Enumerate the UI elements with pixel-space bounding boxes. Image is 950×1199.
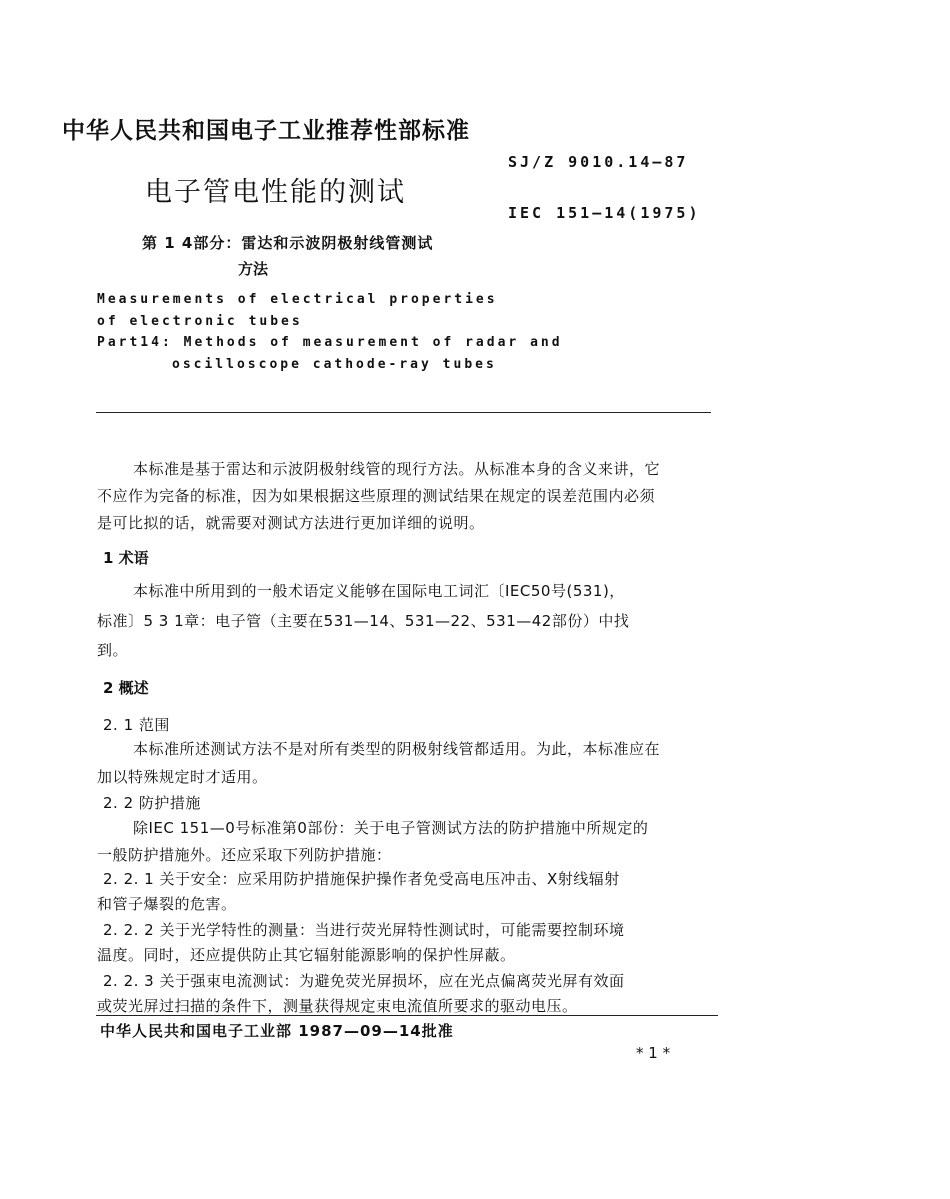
subtitle-line-1: 第 1 4部分：雷达和示波阴极射线管测试 — [142, 234, 434, 252]
header-divider — [96, 412, 711, 413]
item-2-2-1-line-2: 和管子爆裂的危害。 — [97, 895, 237, 913]
intro-line-1: 本标准是基于雷达和示波阴极射线管的现行方法。从标准本身的含义来讲，它 — [133, 460, 661, 478]
english-title-line-4: oscilloscope cathode-ray tubes — [172, 357, 497, 372]
intro-line-2: 不应作为完备的标准，因为如果根据这些原理的测试结果在规定的误差范围内必须 — [97, 487, 656, 505]
section-2-2-line-2: 一般防护措施外。还应采取下列防护措施： — [97, 846, 392, 864]
section-2-1-heading: 2. 1 范围 — [103, 716, 170, 734]
approval-line: 中华人民共和国电子工业部 1987—09—14批准 — [100, 1022, 454, 1040]
english-title-line-1: Measurements of electrical properties — [97, 292, 498, 307]
item-2-2-2-line-2: 温度。同时，还应提供防止其它辐射能源影响的保护性屏蔽。 — [97, 946, 516, 964]
item-2-2-3-line-1: 2. 2. 3 关于强束电流测试：为避免荧光屏损坏，应在光点偏离荧光屏有效面 — [103, 972, 625, 990]
section-2-1-line-2: 加以特殊规定时才适用。 — [97, 768, 268, 786]
standard-organization: 中华人民共和国电子工业推荐性部标准 — [62, 118, 470, 144]
section-2-1-line-1: 本标准所述测试方法不是对所有类型的阴极射线管都适用。为此，本标准应在 — [133, 740, 661, 758]
section-1-line-1: 本标准中所用到的一般术语定义能够在国际电工词汇〔IEC50号(531)， — [133, 582, 625, 600]
item-2-2-2-line-1: 2. 2. 2 关于光学特性的测量：当进行荧光屏特性测试时，可能需要控制环境 — [103, 921, 625, 939]
document-title: 电子管电性能的测试 — [145, 177, 406, 208]
item-2-2-3-line-2: 或荧光屏过扫描的条件下，测量获得规定束电流值所要求的驱动电压。 — [97, 997, 578, 1015]
section-2-2-line-1: 除IEC 151—0号标准第0部份：关于电子管测试方法的防护措施中所规定的 — [133, 819, 649, 837]
page-number: * 1 * — [636, 1044, 671, 1062]
standard-code: SJ/Z 9010.14—87 — [508, 153, 689, 171]
item-2-2-1-line-1: 2. 2. 1 关于安全：应采用防护措施保护操作者免受高电压冲击、X射线辐射 — [103, 870, 620, 888]
section-1-line-2: 标准〕5 3 1章：电子管（主要在531—14、531—22、531—42部份）中找 — [97, 612, 630, 630]
intro-line-3: 是可比拟的话，就需要对测试方法进行更加详细的说明。 — [97, 514, 485, 532]
english-title-line-3: Part14: Methods of measurement of radar and — [97, 335, 563, 350]
section-2-2-heading: 2. 2 防护措施 — [103, 794, 201, 812]
section-1-heading: 1 术语 — [103, 549, 149, 567]
subtitle-line-2: 方法 — [238, 260, 269, 278]
english-title-line-2: of electronic tubes — [97, 314, 303, 329]
section-1-line-3: 到。 — [97, 641, 129, 659]
iec-code: IEC 151—14(1975) — [508, 204, 701, 222]
section-2-heading: 2 概述 — [103, 679, 149, 697]
footer-divider — [96, 1015, 718, 1016]
